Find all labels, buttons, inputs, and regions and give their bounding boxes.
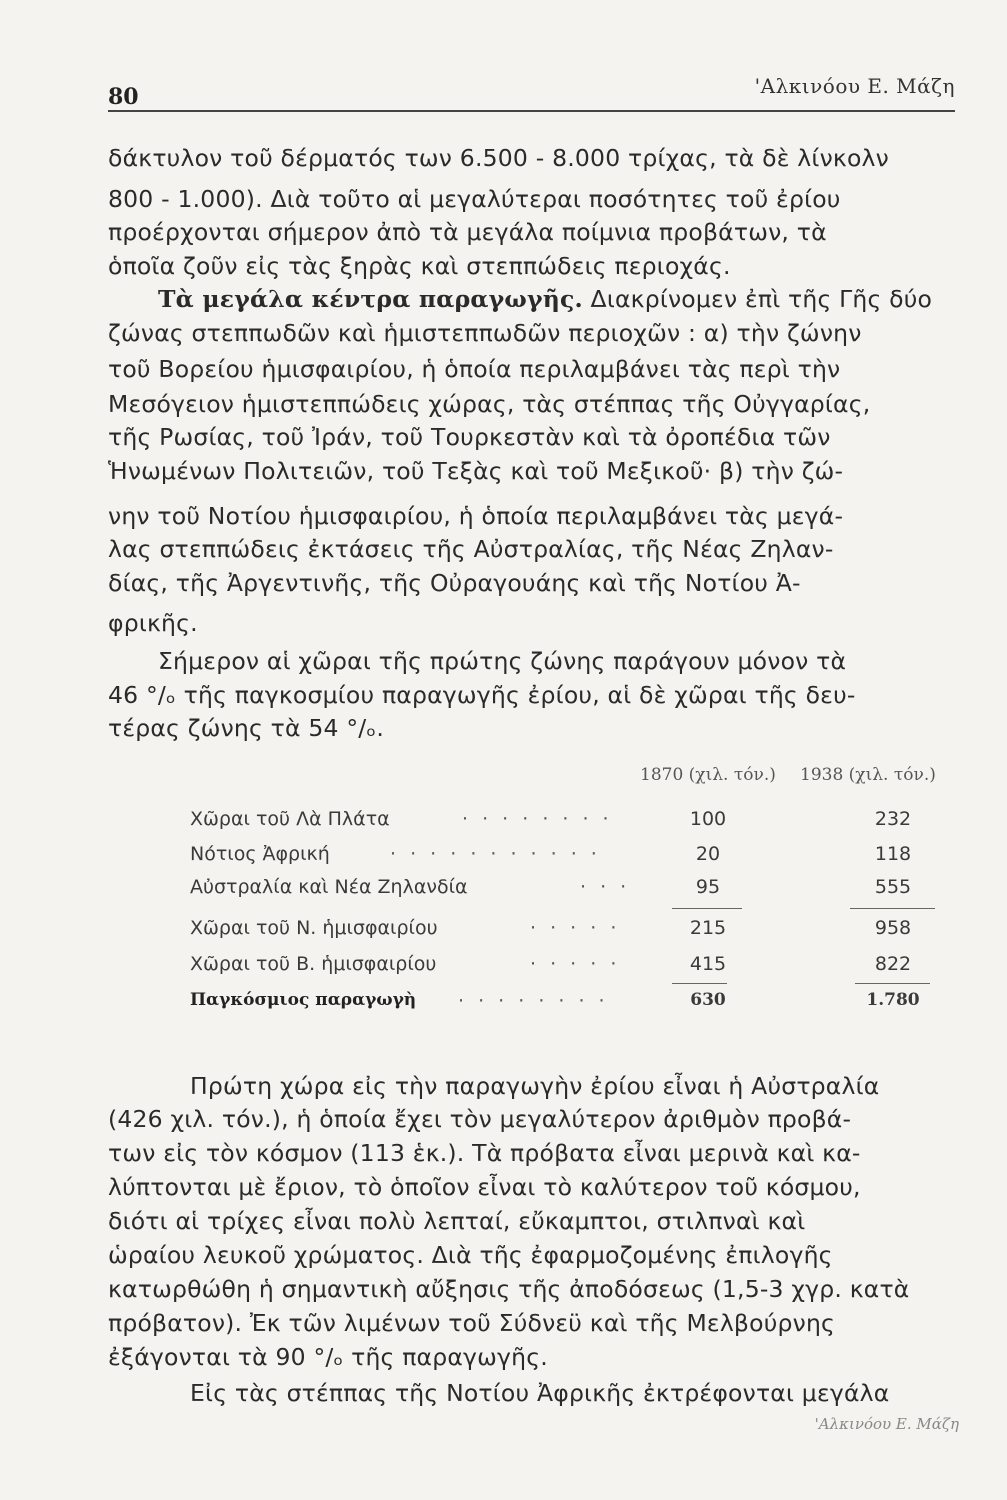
text-line: λας στεππώδεις ἐκτάσεις τῆς Αὐστραλίας, τῆς Νέας Ζηλαν-: [108, 535, 834, 563]
text-line: νην τοῦ Νοτίου ἡμισφαιρίου, ἡ ὁποία περιλαμβάνει τὰς μεγά-: [108, 502, 844, 530]
text-line: Εἰς τὰς στέππας τῆς Νοτίου Ἀφρικῆς ἐκτρέφονται μεγάλα: [190, 1379, 890, 1407]
row-label: Παγκόσμιος παραγωγὴ: [190, 990, 417, 1010]
row-label: Αὐστραλία καὶ Νέα Ζηλανδία: [190, 876, 468, 898]
value-1870: 95: [695, 876, 721, 898]
text-line: δάκτυλον τοῦ δέρματός των 6.500 - 8.000 τρίχας, τὰ δὲ λίνκολν: [108, 144, 889, 172]
row-label: Χῶραι τοῦ Λὰ Πλάτα: [190, 808, 390, 830]
text-line: Ἡνωμένων Πολιτειῶν, τοῦ Τεξὰς καὶ τοῦ Μεξικοῦ· β) τὴν ζώ-: [108, 457, 844, 485]
sum-rule-1870: [672, 983, 727, 984]
text-line: πρόβατον). Ἐκ τῶν λιμένων τοῦ Σύδνεϋ καὶ τῆς Μελβούρνης: [108, 1309, 836, 1337]
text-line: τοῦ Βορείου ἡμισφαιρίου, ἡ ὁποία περιλαμβάνει τὰς περὶ τὴν: [108, 355, 841, 383]
section-first-line: [158, 283, 932, 315]
page-number: 80: [108, 84, 139, 110]
text-line: ὡραίου λευκοῦ χρώματος. Διὰ τῆς ἐφαρμοζομένης ἐπιλογῆς: [108, 1241, 833, 1269]
value-1870: 415: [689, 953, 727, 975]
text-line: τῆς Ρωσίας, τοῦ Ἰράν, τοῦ Τουρκεστὰν καὶ τὰ ὀροπέδια τῶν: [108, 423, 831, 451]
row-dots: · · · · · · · ·: [462, 808, 613, 830]
row-dots: · · · · ·: [530, 917, 621, 939]
sum-rule-1870: [672, 908, 742, 909]
section-heading: Τὰ μεγάλα κέντρα παραγωγῆς.: [158, 285, 583, 313]
text-line: τέρας ζώνης τὰ 54 °/ₒ.: [108, 714, 385, 742]
sum-rule-1938: [855, 983, 930, 984]
sum-rule-1938: [850, 908, 935, 909]
value-1938: 1.780: [866, 990, 920, 1010]
row-dots: · · · · · · · ·: [458, 990, 609, 1012]
text-line: προέρχονται σήμερον ἀπὸ τὰ μεγάλα ποίμνια προβάτων, τὰ: [108, 218, 827, 246]
text-line: 800 - 1.000). Διὰ τοῦτο αἱ μεγαλύτεραι ποσότητες τοῦ ἐρίου: [108, 185, 841, 213]
text-line: 46 °/ₒ τῆς παγκοσμίου παραγωγῆς ἐρίου, αἱ δὲ χῶραι τῆς δευ-: [108, 681, 856, 709]
footer-mark: 'Αλκινόου Ε. Μάζη: [814, 1415, 959, 1433]
value-1938: 822: [874, 953, 912, 975]
row-dots: · · · · ·: [530, 953, 621, 975]
section-first-line-text: Διακρίνομεν ἐπὶ τῆς Γῆς δύο: [590, 285, 933, 313]
text-line: Μεσόγειον ἡμιστεππώδεις χώρας, τὰς στέππας τῆς Οὐγγαρίας,: [108, 390, 871, 418]
text-line: λύπτονται μὲ ἔριον, τὸ ὁποῖον εἶναι τὸ καλύτερον τοῦ κόσμου,: [108, 1173, 861, 1201]
value-1938: 555: [874, 876, 912, 898]
value-1870: 20: [695, 843, 721, 865]
value-1870: 215: [689, 917, 727, 939]
value-1870: 100: [689, 808, 727, 830]
text-line: κατωρθώθη ἡ σημαντικὴ αὔξησις τῆς ἀποδόσεως (1,5-3 χγρ. κατὰ: [108, 1275, 910, 1303]
row-dots: · · ·: [580, 876, 631, 898]
text-line: φρικῆς.: [108, 609, 198, 637]
value-1938: 232: [874, 808, 912, 830]
text-line: Σήμερον αἱ χῶραι τῆς πρώτης ζώνης παράγουν μόνον τὰ: [158, 647, 847, 675]
row-label: Χῶραι τοῦ Β. ἡμισφαιρίου: [190, 953, 437, 975]
text-line: δίας, τῆς Ἀργεντινῆς, τῆς Οὐραγουάης καὶ τῆς Νοτίου Ἀ-: [108, 569, 801, 597]
text-line: ἐξάγονται τὰ 90 °/ₒ τῆς παραγωγῆς.: [108, 1343, 548, 1371]
text-line: Πρώτη χώρα εἰς τὴν παραγωγὴν ἐρίου εἶναι ἡ Αὐστραλία: [190, 1072, 880, 1100]
text-line: ὁποῖα ζοῦν εἰς τὰς ξηρὰς καὶ στεππώδεις περιοχάς.: [108, 252, 731, 280]
table-header-1870: 1870 (χιλ. τόν.): [640, 765, 776, 785]
row-dots: · · · · · · · · · · ·: [390, 843, 601, 865]
text-line: των εἰς τὸν κόσμον (113 ἑκ.). Τὰ πρόβατα εἶναι μερινὰ καὶ κα-: [108, 1139, 861, 1167]
row-label: Νότιος Ἀφρική: [190, 843, 330, 865]
text-line: ζώνας στεππωδῶν καὶ ἡμιστεππωδῶν περιοχῶν : α) τὴν ζώνην: [108, 319, 862, 347]
row-label: Χῶραι τοῦ Ν. ἡμισφαιρίου: [190, 917, 438, 939]
running-head: 'Αλκινόου Ε. Μάζη: [754, 74, 955, 98]
value-1938: 118: [874, 843, 912, 865]
text-line: (426 χιλ. τόν.), ἡ ὁποία ἔχει τὸν μεγαλύτερον ἀριθμὸν προβά-: [108, 1105, 852, 1133]
text-line: διότι αἱ τρίχες εἶναι πολὺ λεπταί, εὔκαμπτοι, στιλπναὶ καὶ: [108, 1207, 806, 1235]
value-1870: 630: [690, 990, 726, 1010]
table-header-1938: 1938 (χιλ. τόν.): [800, 765, 936, 785]
value-1938: 958: [874, 917, 912, 939]
header-rule: [108, 110, 955, 112]
